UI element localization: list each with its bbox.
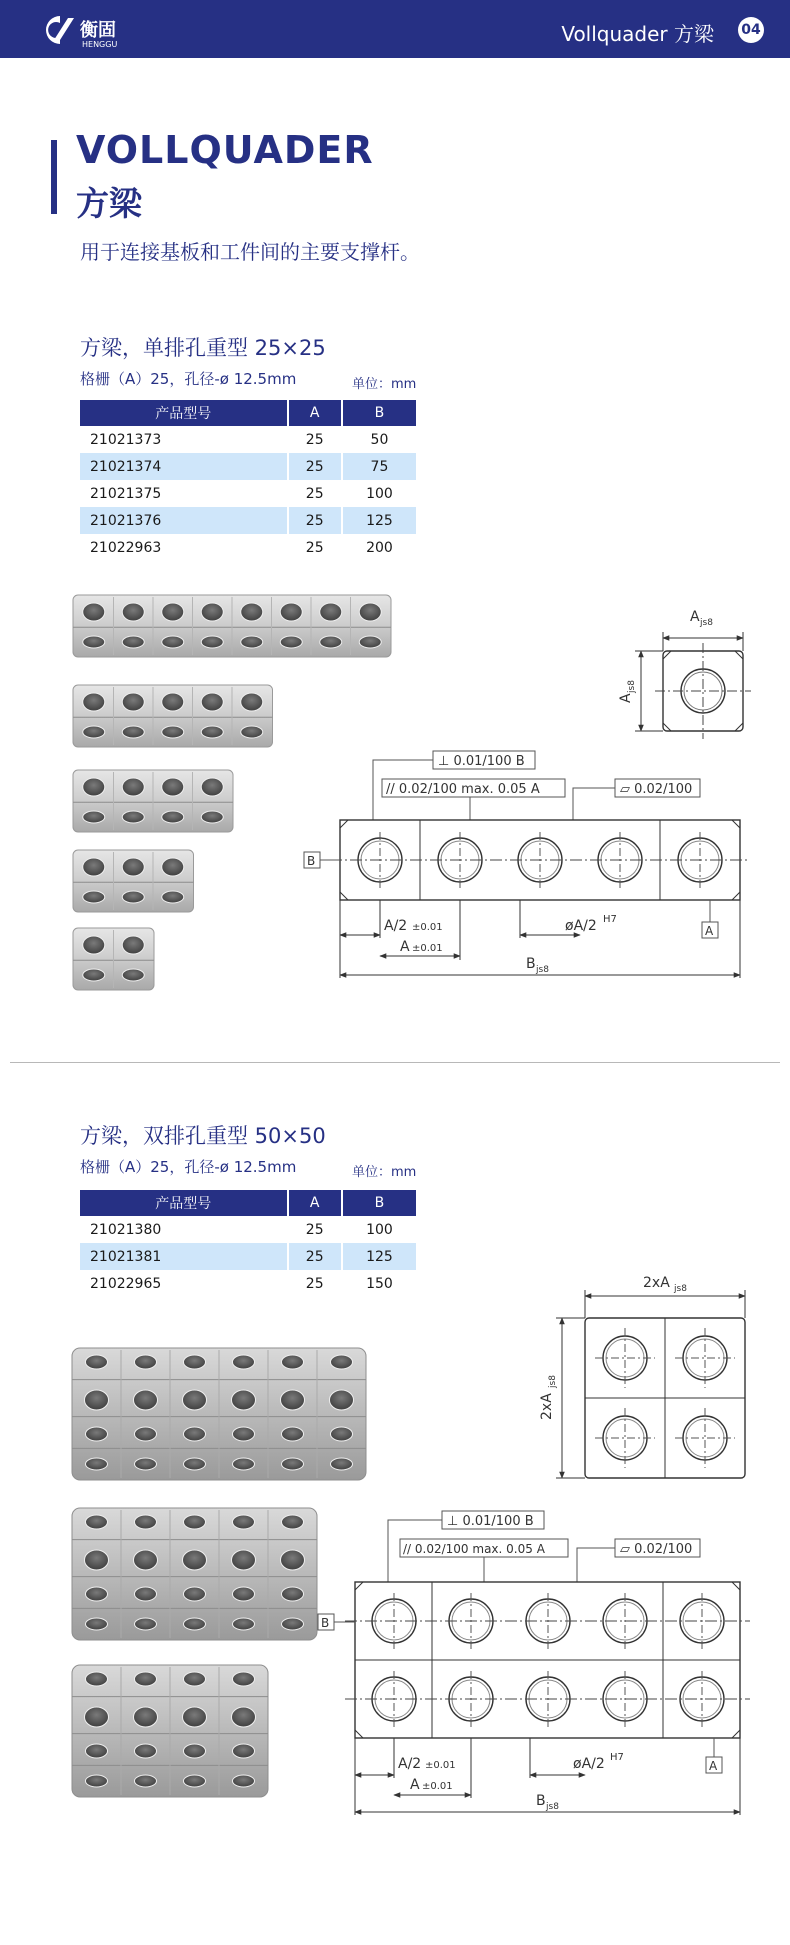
d1-dim-hole-fit: H7: [603, 914, 617, 925]
beam-photo: [73, 850, 194, 912]
d2-dim-grid: A: [410, 1777, 420, 1793]
d2-dim-length-sub: js8: [546, 1802, 559, 1812]
page-subtitle: 方梁: [76, 184, 142, 223]
d2-side-width: 2xA: [643, 1275, 670, 1291]
intro-text: 用于连接基板和工件间的主要支撑杆。: [80, 240, 420, 264]
d1-datum-b: B: [307, 854, 316, 868]
section2-title: 方梁，双排孔重型 50×50: [80, 1124, 326, 1148]
d2-side-height: 2xA: [539, 1393, 555, 1420]
brand-cn: 衡固: [80, 20, 116, 41]
beam-photo: [73, 595, 391, 657]
beam-photo: [73, 770, 233, 832]
d1-side-width-sub: js8: [700, 618, 713, 628]
column-header: A: [288, 400, 342, 426]
value-b: 200: [366, 539, 393, 556]
value-b: 75: [342, 453, 416, 480]
section1-title: 方梁，单排孔重型 25×25: [80, 336, 326, 360]
drawing2-front-view: [318, 1511, 750, 1815]
part-number: 21021375: [80, 480, 288, 507]
part-number: 21021376: [80, 507, 288, 534]
column-header: 产品型号: [80, 400, 288, 426]
d2-tol-perp: ⊥ 0.01/100 B: [447, 1514, 534, 1529]
d1-side-height: A: [618, 693, 634, 703]
d2-dim-hole: øA/2: [573, 1756, 605, 1772]
section2-unit: 单位：mm: [352, 1165, 417, 1180]
drawing1-end-view: [618, 609, 751, 739]
d2-tol-parallel: // 0.02/100 max. 0.05 A: [403, 1542, 545, 1556]
d1-datum-a: A: [705, 924, 714, 938]
d1-dim-half: A/2: [384, 918, 408, 934]
value-b: 50: [370, 431, 389, 448]
value-b: 100: [366, 1221, 393, 1238]
header-title: Vollquader 方梁: [561, 22, 714, 46]
d2-dim-half-tol: ±0.01: [425, 1760, 456, 1771]
section1-unit: 单位：mm: [352, 377, 417, 392]
d2-dim-hole-fit: H7: [610, 1752, 624, 1763]
d1-dim-grid-tol: ±0.01: [412, 943, 443, 954]
drawing2-end-view: [539, 1275, 745, 1478]
d1-dim-grid: A: [400, 939, 410, 955]
value-a: 25: [288, 453, 342, 480]
value-b: 100: [366, 485, 393, 502]
section1-subtitle: 格栅（A）25，孔径-ø 12.5mm: [80, 370, 297, 388]
d2-side-width-sub: js8: [674, 1284, 687, 1294]
value-b: 150: [366, 1275, 393, 1292]
d1-tol-parallel: // 0.02/100 max. 0.05 A: [386, 782, 540, 797]
d2-datum-b: B: [321, 1616, 330, 1630]
part-number: 21021373: [80, 426, 288, 453]
column-header: 产品型号: [80, 1190, 288, 1216]
value-a: 25: [288, 1243, 342, 1270]
value-a: 25: [288, 480, 342, 507]
drawing1-front-view: [304, 751, 750, 978]
d2-tol-flat: ▱ 0.02/100: [620, 1542, 693, 1557]
column-header: B: [342, 400, 416, 426]
part-number: 21022965: [80, 1270, 288, 1297]
d1-tol-flat: ▱ 0.02/100: [620, 782, 693, 797]
value-b: 125: [342, 1243, 416, 1270]
column-header: B: [342, 1190, 416, 1216]
page-title: VOLLQUADER: [76, 128, 374, 172]
d2-dim-length: B: [536, 1793, 546, 1809]
d2-dim-grid-tol: ±0.01: [422, 1781, 453, 1792]
value-a: 25: [288, 507, 342, 534]
beam-photo: [72, 1508, 317, 1640]
brand-en: HENGGU: [82, 40, 118, 49]
part-number: 21021380: [80, 1216, 288, 1243]
column-header: A: [288, 1190, 342, 1216]
d2-datum-a: A: [709, 1759, 718, 1773]
d2-dim-half: A/2: [398, 1756, 422, 1772]
double-row-beam-photos: [72, 1348, 366, 1797]
d1-dim-length-sub: js8: [536, 965, 549, 975]
d1-tol-perp: ⊥ 0.01/100 B: [438, 754, 525, 769]
d2-side-height-sub: js8: [548, 1375, 558, 1388]
d1-dim-half-tol: ±0.01: [412, 922, 443, 933]
d1-dim-length: B: [526, 956, 536, 972]
beam-photo: [73, 928, 154, 990]
beam-photo: [72, 1348, 366, 1480]
value-b: 125: [342, 507, 416, 534]
beam-photo: [72, 1665, 268, 1797]
page-number-badge: 04: [738, 17, 764, 43]
section2-subtitle: 格栅（A）25，孔径-ø 12.5mm: [80, 1158, 297, 1176]
value-a: 25: [288, 534, 342, 561]
d1-side-height-sub: js8: [627, 680, 637, 693]
part-number: 21022963: [80, 534, 288, 561]
value-a: 25: [288, 1216, 342, 1243]
d1-side-width: A: [690, 609, 700, 625]
part-number: 21021381: [80, 1243, 288, 1270]
d1-dim-hole: øA/2: [565, 918, 597, 934]
single-row-beam-photos: [73, 595, 391, 990]
beam-photo: [73, 685, 273, 747]
value-a: 25: [288, 426, 342, 453]
part-number: 21021374: [80, 453, 288, 480]
value-a: 25: [288, 1270, 342, 1297]
